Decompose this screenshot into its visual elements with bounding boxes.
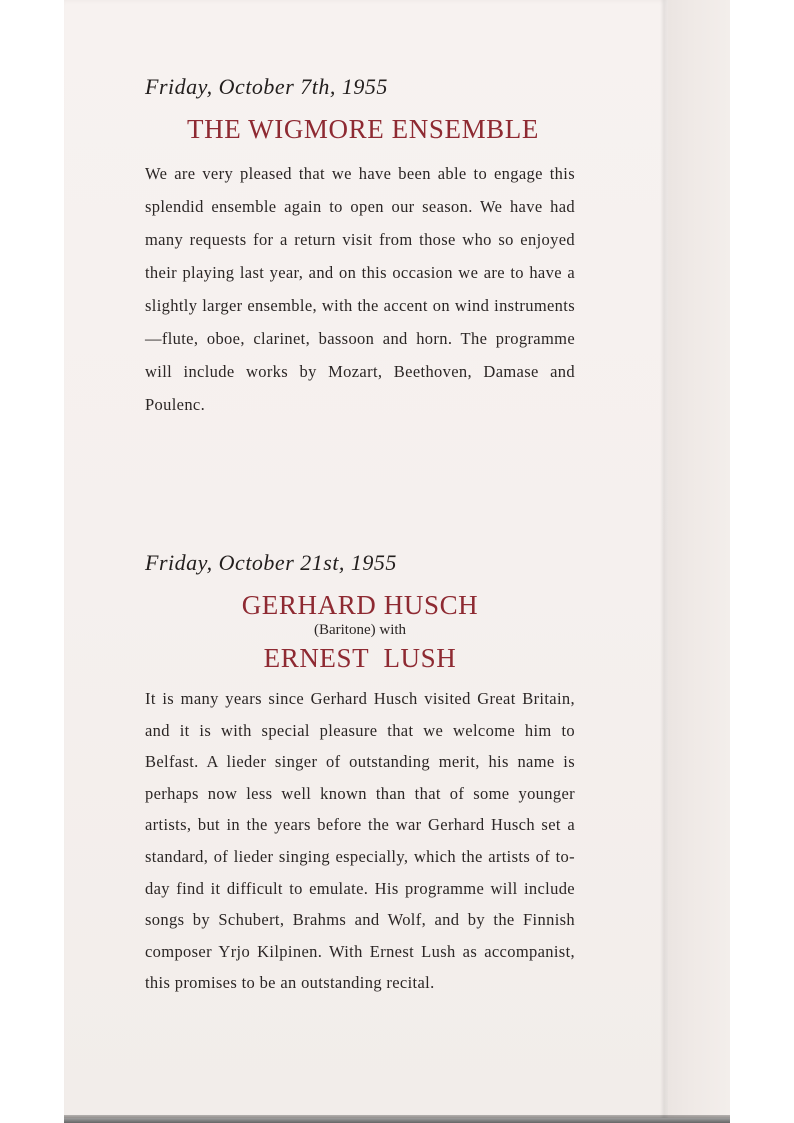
paper-fold-shadow <box>660 0 668 1118</box>
concert-1-title: THE WIGMORE ENSEMBLE <box>187 114 539 144</box>
concert-2-description: It is many years since Gerhard Husch visited Great Britain, and it is with special pleasure that we welcome him to Belfast. A lieder singer of outstanding merit, his name is perhaps now less well known than that of some younger artists, but in the years before the war Gerhard Husch set a standard, of lieder singing especially, which the artists of to-day find it difficult to emulate. His programme will include songs by Schubert, Brahms and Wolf, and by the Finnish composer Yrjo Kilpinen. With Ernest Lush as accompanist, this promises to be an outstanding recital. <box>145 689 575 993</box>
concert-2 <box>145 550 575 999</box>
concert-2-accompanist: ERNEST LUSH <box>263 643 457 673</box>
concert-2-performer-role: (Baritone) with <box>313 622 407 638</box>
paper-bottom-shadow <box>64 1115 730 1123</box>
paper-right-edge <box>664 0 730 1118</box>
concert-1-date: Friday, October 7th, 1955 <box>145 74 388 99</box>
concert-1-description: We are very pleased that we have been able to engage this splendid ensemble again to open our season. We have had many requests for a return visit from those who so enjoyed their playing last year, and on this occasion we are to have a slightly larger ensemble, with the accent on wind instruments—flute, oboe, clarinet, bassoon and horn. The programme will include works by Mozart, Beethoven, Damase and Poulenc. <box>145 164 575 414</box>
concert-2-date: Friday, October 21st, 1955 <box>145 550 397 575</box>
concert-1 <box>145 74 575 421</box>
concert-2-performer: GERHARD HUSCH <box>241 590 479 620</box>
